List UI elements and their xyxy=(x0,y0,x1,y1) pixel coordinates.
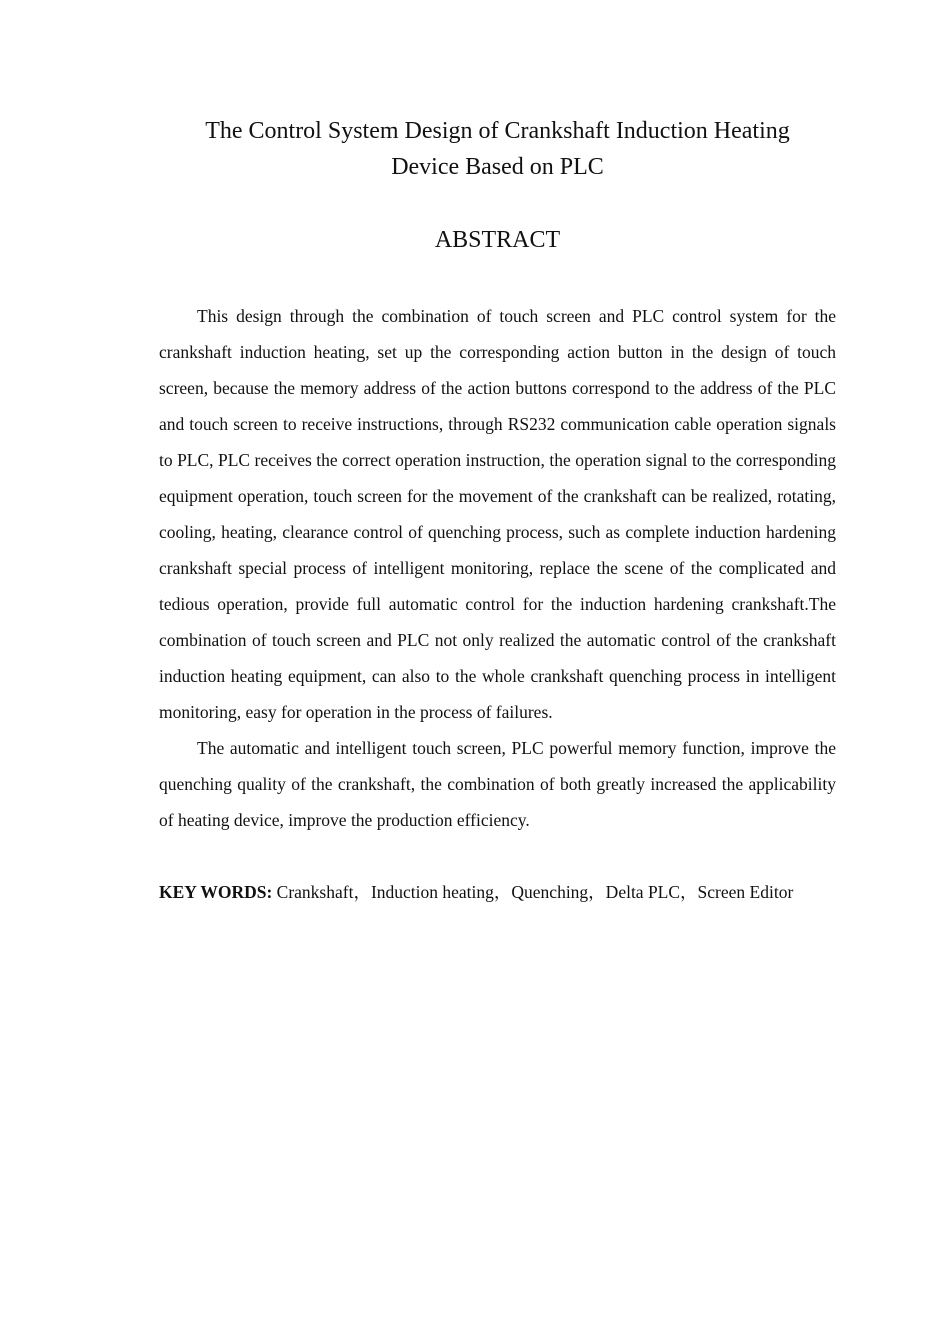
abstract-paragraph-1: This design through the combination of touch screen and PLC control system for the crankshaft induction heating, set up the corresponding action button in the design of touch screen, because the memory address of the action buttons correspond to the address of the PLC and touch screen to receive instructions, through RS232 communication cable operation signals to PLC, PLC receives the correct operation instruction, the operation signal to the corresponding equipment operation, touch screen for the movement of the crankshaft can be realized, rotating, cooling, heating, clearance control of quenching process, such as complete induction hardening crankshaft special process of intelligent monitoring, replace the scene of the complicated and tedious operation, provide full automatic control for the induction hardening crankshaft.The combination of touch screen and PLC not only realized the automatic control of the crankshaft induction heating equipment, can also to the whole crankshaft quenching process in intelligent monitoring, easy for operation in the process of failures. xyxy=(159,306,836,722)
keywords-label: KEY WORDS: xyxy=(159,882,273,902)
document-title xyxy=(159,113,836,185)
keywords xyxy=(159,874,836,910)
title-line-1: The Control System Design of Crankshaft Induction Heating xyxy=(205,118,790,144)
abstract-paragraph-2: The automatic and intelligent touch screen, PLC powerful memory function, improve the quenching quality of the crankshaft, the combination of both greatly increased the applicability of heating device, improve the production efficiency. xyxy=(159,738,836,830)
keywords-text: Crankshaft，Induction heating，Quenching，Delta PLC，Screen Editor xyxy=(272,882,794,902)
document-page xyxy=(159,113,836,910)
abstract-body xyxy=(159,298,836,838)
title-line-2: Device Based on PLC xyxy=(391,154,604,180)
abstract-heading: ABSTRACT xyxy=(434,227,561,253)
